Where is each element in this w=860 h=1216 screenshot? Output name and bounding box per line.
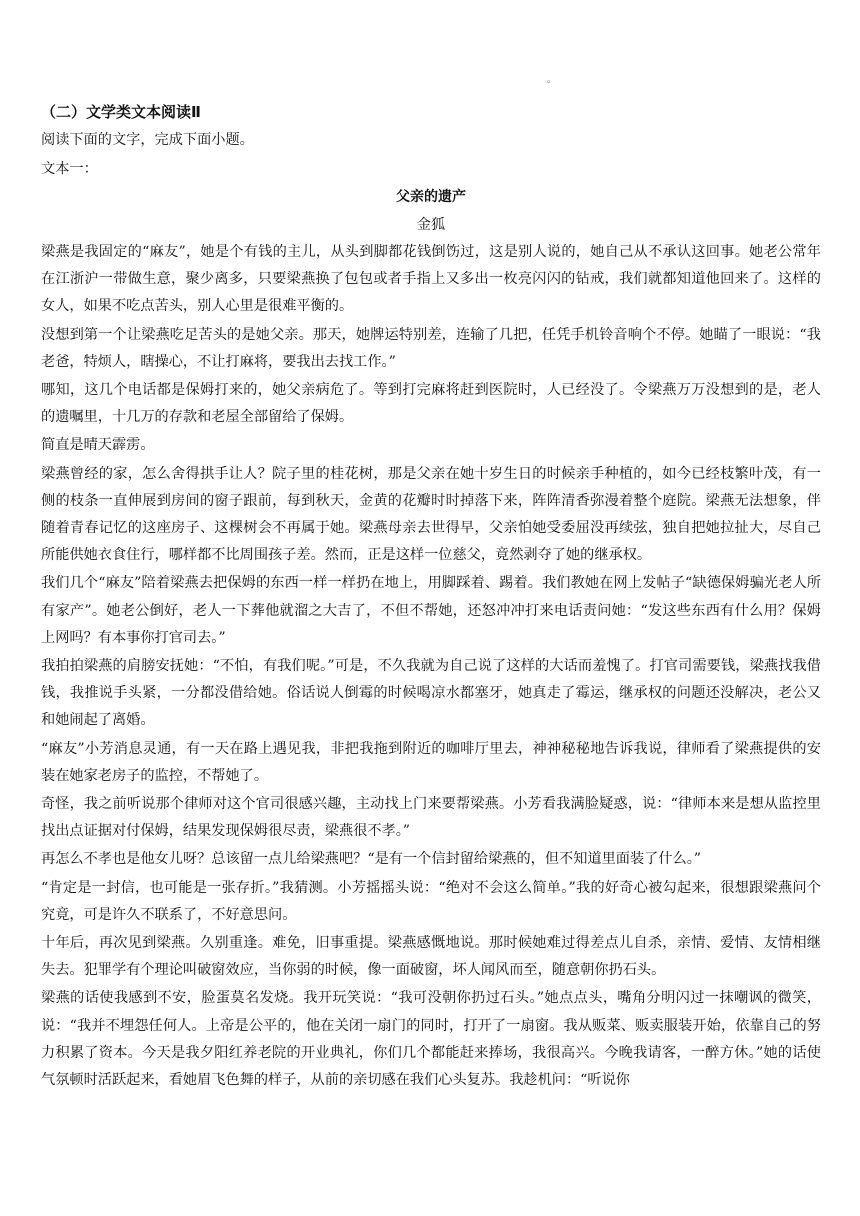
paragraph: 十年后，再次见到梁燕。久别重逢。难免，旧事重提。梁燕感慨地说。那时候她难过得差点儿自杀，亲情、爱情、友情相继失去。犯罪学有个理论叫破窗效应，当你弱的时候，像一面破窗，坏人闻风而至，随意朝你扔石头。	[41, 935, 821, 979]
paragraph: 哪知，这几个电话都是保姆打来的，她父亲病危了。等到打完麻将赶到医院时，人已经没了。令梁燕万万没想到的是，老人的遗嘱里，十几万的存款和老屋全部留给了保姆。	[41, 382, 821, 426]
paragraph: 没想到第一个让梁燕吃足苦头的是她父亲。那天，她牌运特别差，连输了几把，任凭手机铃音响个不停。她瞄了一眼说：“我老爸，特烦人，瞎操心，不让打麻将，要我出去找工作。”	[41, 326, 821, 370]
stray-dot: 。	[547, 75, 557, 85]
paragraph: 梁燕曾经的家，怎么舍得拱手让人？院子里的桂花树，那是父亲在她十岁生日的时候亲手种植的，如今已经枝繁叶茂，有一侧的枝条一直伸展到房间的窗子跟前，每到秋天，金黄的花瓣时时掉落下来，阵阵清香弥漫着整个庭院。梁燕无法想象，伴随着青春记忆的这座房子、这棵树会不再属于她。梁燕母亲去世得早，父亲怕她受委屈没再续弦，独自把她拉扯大，尽自己所能供她衣食住行，哪样都不比周围孩子差。然而，正是这样一位慈父，竟然剥夺了她的继承权。	[41, 465, 821, 564]
paragraph: 再怎么不孝也是他女儿呀？总该留一点儿给梁燕吧？“是有一个信封留给梁燕的，但不知道里面装了什么。”	[41, 851, 702, 868]
paragraph: 我拍拍梁燕的肩膀安抚她：“不怕，有我们呢。”可是，不久我就为自己说了这样的大话而羞愧了。打官司需要钱，梁燕找我借钱，我推说手头紧，一分都没借给她。俗话说人倒霉的时候喝凉水都塞牙，她真走了霉运，继承权的问题还没解决，老公又和她闹起了离婚。	[41, 658, 821, 729]
instruction-text: 阅读下面的文字，完成下面小题。	[41, 132, 254, 148]
text-label: 文本一：	[41, 160, 98, 177]
paragraph: “肯定是一封信，也可能是一张存折。”我猜测。小芳摇摇头说：“绝对不会这么简单。”我的好奇心被勾起来，很想跟梁燕问个究竟，可是许久不联系了，不好意思问。	[41, 879, 821, 923]
section-title: （二）文学类文本阅读Ⅱ	[41, 103, 201, 121]
paragraph: 奇怪，我之前听说那个律师对这个官司很感兴趣，主动找上门来要帮梁燕。小芳看我满脸疑惑，说：“律师本来是想从监控里找出点证据对付保姆，结果发现保姆很尽责，梁燕很不孝。”	[41, 796, 821, 840]
paragraph: 我们几个“麻友”陪着梁燕去把保姆的东西一样一样扔在地上，用脚踩着、踢着。我们教她在网上发帖子“缺德保姆骗光老人所有家产”。她老公倒好，老人一下葬他就溜之大吉了，不但不帮她，还怒冲冲打来电话责问她：“发这些东西有什么用？保姆上网吗？有本事你打官司去。”	[41, 575, 821, 646]
paragraph: 梁燕的话使我感到不安，脸蛋莫名发烧。我开玩笑说：“我可没朝你扔过石头。”她点点头，嘴角分明闪过一抹嘲讽的微笑，说：“我并不埋怨任何人。上帝是公平的，他在关闭一扇门的同时，打开了一扇窗。我从贩菜、贩卖服装开始，依靠自己的努力积累了资本。今天是我夕阳红养老院的开业典礼，你们几个都能赶来捧场，我很高兴。今晚我请客，一醉方休。”她的话使气氛顿时活跃起来，看她眉飞色舞的样子，从前的亲切感在我们心头复苏。我趁机问：“听说你	[41, 990, 821, 1089]
story-author: 金狐	[416, 217, 446, 233]
paragraph: “麻友”小芳消息灵通，有一天在路上遇见我，非把我拖到附近的咖啡厅里去，神神秘秘地告诉我说，律师看了梁燕提供的安装在她家老房子的监控，不帮她了。	[41, 740, 821, 784]
document-page	[41, 0, 821, 1094]
paragraph: 简直是晴天霹雳。	[41, 437, 155, 454]
paragraph: 梁燕是我固定的“麻友”，她是个有钱的主儿，从头到脚都花钱倒饬过，这是别人说的，她自己从不承认这回事。她老公常年在江浙沪一带做生意，聚少离多，只要梁燕换了包包或者手指上又多出一枚亮闪闪的钻戒，我们就都知道他回来了。这样的女人，如果不吃点苦头，别人心里是很难平衡的。	[41, 244, 821, 315]
story-title: 父亲的遗产	[396, 189, 466, 205]
